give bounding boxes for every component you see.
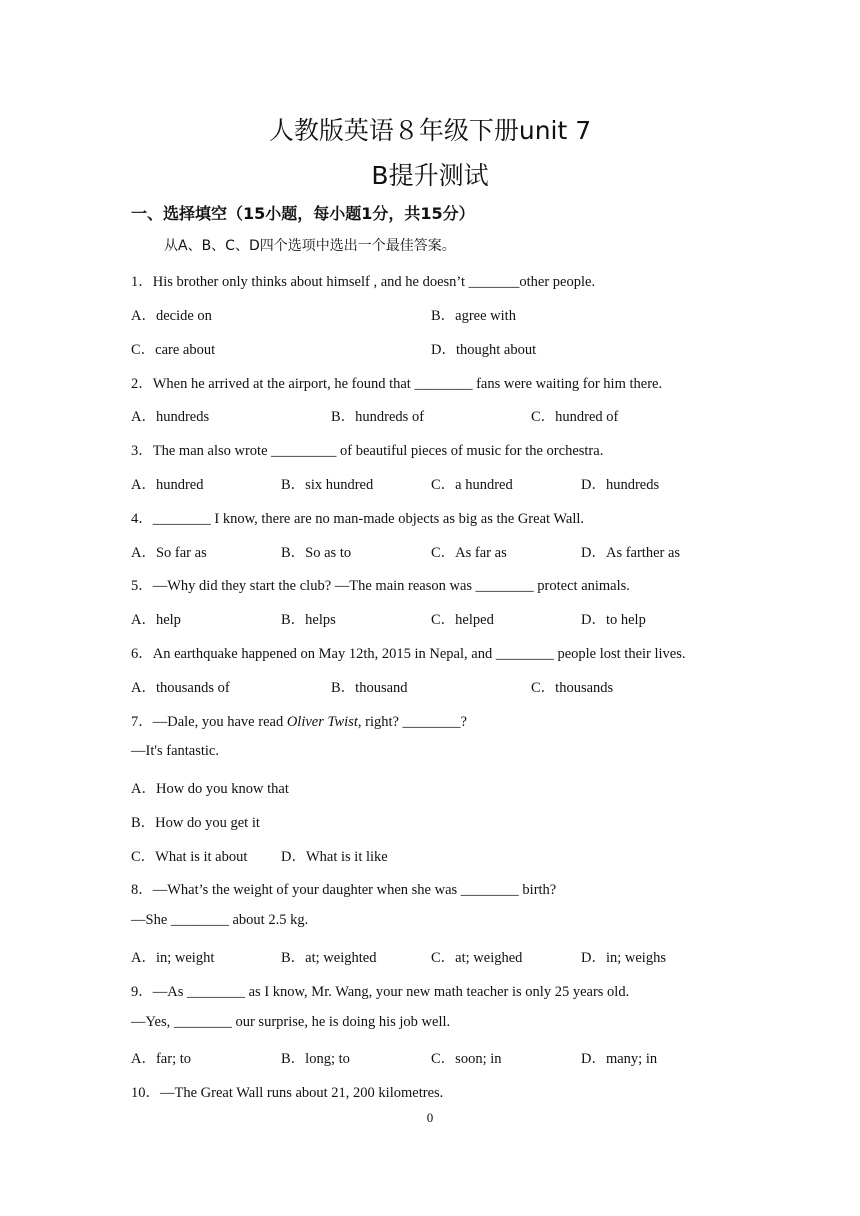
q4-option-d: D．As farther as bbox=[581, 545, 681, 561]
q3-option-c: C．a hundred bbox=[431, 477, 513, 493]
section-heading: 一、选择填空（15小题，每小题1分，共15分） bbox=[131, 204, 475, 223]
question-7-reply: —It's fantastic. bbox=[131, 743, 219, 759]
question-7 bbox=[131, 710, 467, 731]
q9-option-b: B．long; to bbox=[281, 1051, 350, 1067]
question-4: 4．________ I know, there are no man-made objects as big as the Great Wall. bbox=[131, 511, 585, 527]
q2-option-b: B．hundreds of bbox=[331, 409, 425, 425]
question-6: 6．An earthquake happened on May 12th, 2015 in Nepal, and ________ people lost their lives. bbox=[131, 646, 686, 662]
q6-option-a: A．thousands of bbox=[131, 680, 230, 696]
q8-option-b: B．at; weighted bbox=[281, 950, 377, 966]
q6-option-c: C．thousands bbox=[531, 680, 614, 696]
q4-option-c: C．As far as bbox=[431, 545, 507, 561]
q7-option-b: B．How do you get it bbox=[131, 815, 260, 831]
q1-option-c: C．care about bbox=[131, 342, 216, 358]
q4-option-a: A．So far as bbox=[131, 545, 207, 561]
q4-option-b: B．So as to bbox=[281, 545, 352, 561]
question-2: 2．When he arrived at the airport, he found that ________ fans were waiting for him there. bbox=[131, 376, 663, 392]
q8-option-d: D．in; weighs bbox=[581, 950, 666, 966]
q9-option-d: D．many; in bbox=[581, 1051, 658, 1067]
q1-option-a: A．decide on bbox=[131, 308, 212, 324]
q1-option-b: B．agree with bbox=[431, 308, 516, 324]
book-title: Oliver Twist bbox=[286, 714, 358, 730]
q2-option-a: A．hundreds bbox=[131, 409, 210, 425]
question-3: 3．The man also wrote _________ of beautiful pieces of music for the orchestra. bbox=[131, 443, 604, 459]
question-9-reply: —Yes, ________ our surprise, he is doing his job well. bbox=[131, 1014, 451, 1030]
q5-option-d: D．to help bbox=[581, 612, 646, 628]
q6-option-b: B．thousand bbox=[331, 680, 408, 696]
q3-option-d: D．hundreds bbox=[581, 477, 660, 493]
question-5: 5．—Why did they start the club? —The main reason was ________ protect animals. bbox=[131, 578, 630, 594]
q9-option-c: C．soon; in bbox=[431, 1051, 502, 1067]
q9-option-a: A．far; to bbox=[131, 1051, 191, 1067]
q7-option-c: C．What is it about bbox=[131, 849, 248, 865]
q5-option-b: B．helps bbox=[281, 612, 336, 628]
q2-option-c: C．hundred of bbox=[531, 409, 619, 425]
q7-option-d: D．What is it like bbox=[281, 849, 388, 865]
question-10: 10．—The Great Wall runs about 21, 200 kilometres. bbox=[131, 1085, 444, 1101]
q5-option-c: C．helped bbox=[431, 612, 494, 628]
question-9: 9．—As ________ as I know, Mr. Wang, your new math teacher is only 25 years old. bbox=[131, 984, 630, 1000]
q7-option-a: A．How do you know that bbox=[131, 781, 289, 797]
q8-option-c: C．at; weighed bbox=[431, 950, 523, 966]
document-title-line1: 人教版英语８年级下册unit 7 bbox=[268, 116, 592, 145]
document-title-line2: B提升测试 bbox=[371, 161, 489, 190]
page-number: 0 bbox=[426, 1110, 434, 1125]
q3-option-a: A．hundred bbox=[131, 477, 204, 493]
q5-option-a: A．help bbox=[131, 612, 181, 628]
q1-option-d: D．thought about bbox=[431, 342, 537, 358]
question-8-reply: —She ________ about 2.5 kg. bbox=[131, 912, 309, 928]
question-7-prefix: 7．—Dale, you have read bbox=[131, 714, 287, 730]
q8-option-a: A．in; weight bbox=[131, 950, 215, 966]
question-7-suffix: , right? ________? bbox=[357, 714, 467, 730]
q3-option-b: B．six hundred bbox=[281, 477, 374, 493]
question-8: 8．—What’s the weight of your daughter when she was ________ birth? bbox=[131, 882, 557, 898]
instruction: 从A、B、C、D四个选项中选出一个最佳答案。 bbox=[164, 238, 456, 254]
question-1: 1．His brother only thinks about himself , and he doesn’t _______other people. bbox=[131, 274, 596, 290]
